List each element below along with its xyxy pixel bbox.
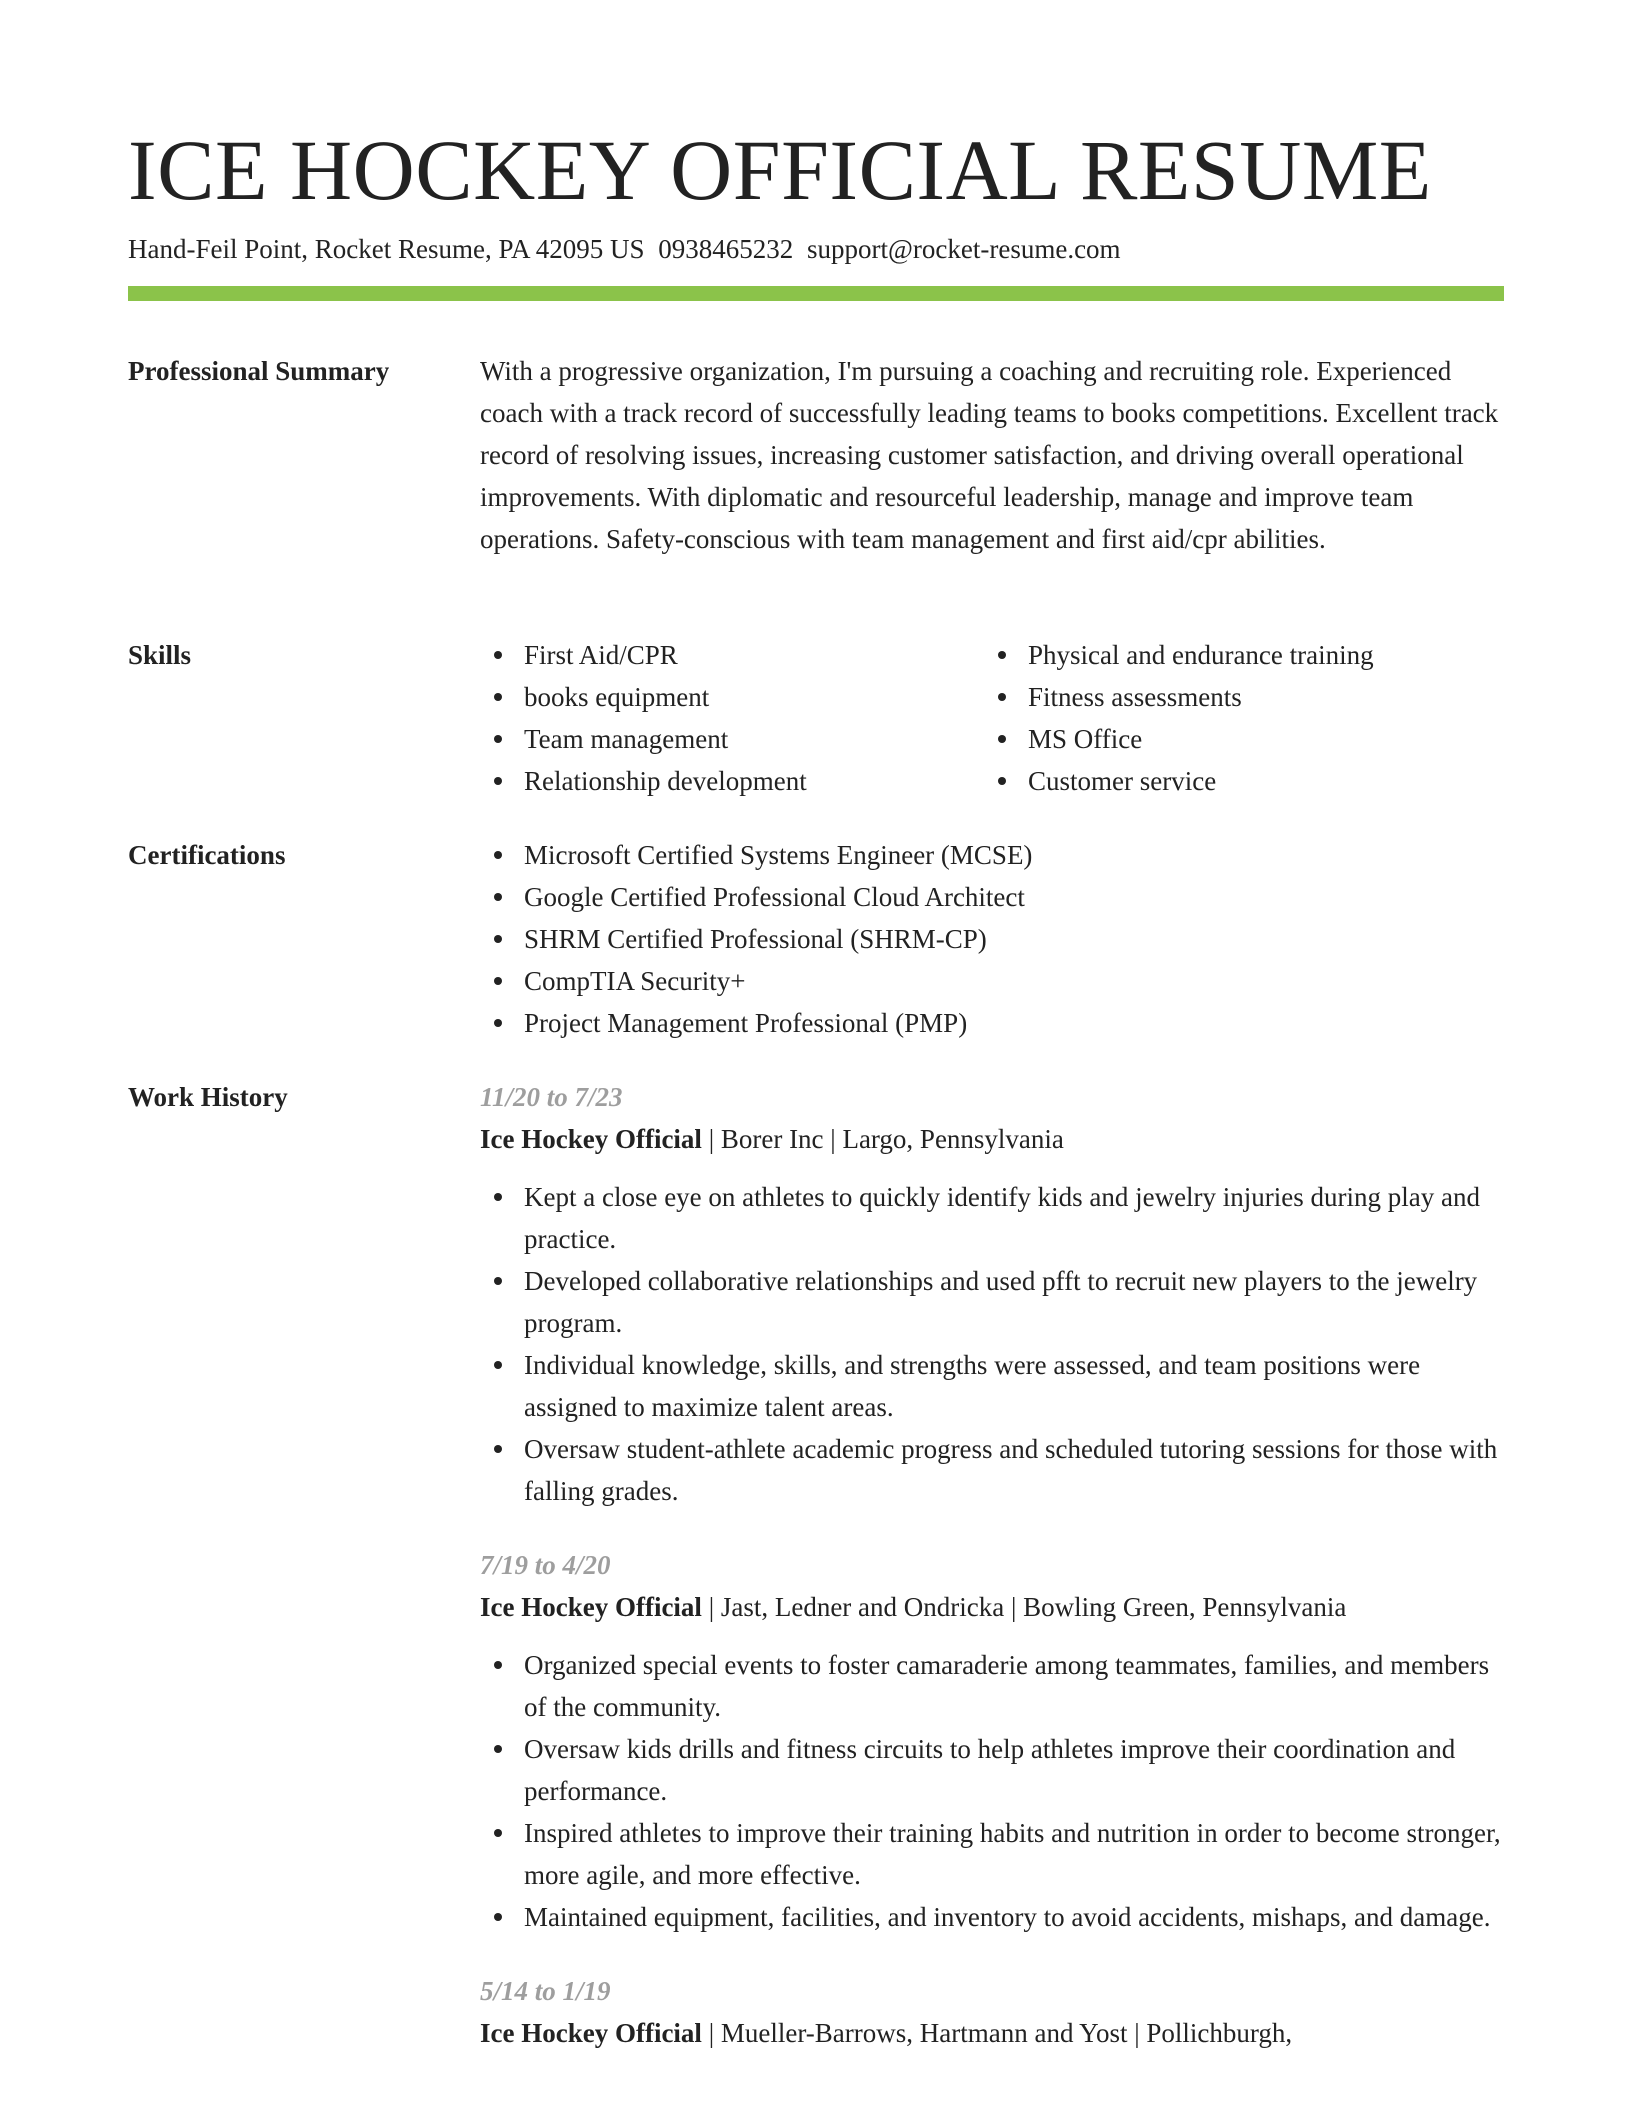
bullet-dot-icon <box>494 1277 502 1285</box>
certification-item-text: Microsoft Certified Systems Engineer (MCSE) <box>524 840 1033 870</box>
certification-item-text: Project Management Professional (PMP) <box>524 1008 968 1038</box>
skill-item <box>984 676 1488 718</box>
skill-item-text: Relationship development <box>524 766 807 796</box>
job-duties-list <box>480 1644 1504 1938</box>
job-duty-item <box>480 1176 1504 1260</box>
certification-item <box>480 834 1504 876</box>
bullet-dot-icon <box>494 851 502 859</box>
skill-item-text: books equipment <box>524 682 710 712</box>
certification-item <box>480 1002 1504 1044</box>
job-duty-item <box>480 1728 1504 1812</box>
job-heading <box>480 1118 1504 1160</box>
job-duty-item <box>480 1644 1504 1728</box>
certification-item <box>480 960 1504 1002</box>
skill-item-text: Fitness assessments <box>1028 682 1242 712</box>
resume-title: ICE HOCKEY OFFICIAL RESUME <box>128 122 1432 218</box>
job-duty-item-text: Developed collaborative relationships and used pfft to recruit new players to the jewelry program. <box>524 1266 1478 1338</box>
bullet-dot-icon <box>494 1361 502 1369</box>
skill-item-text: MS Office <box>1028 724 1143 754</box>
job-dates: 7/19 to 4/20 <box>480 1550 611 1580</box>
skill-item <box>984 718 1488 760</box>
job-entry <box>480 1970 1504 2054</box>
job-duty-item-text: Kept a close eye on athletes to quickly identify kids and jewelry injuries during play and practice. <box>524 1182 1480 1254</box>
skills-body <box>480 634 1504 802</box>
header-divider <box>128 286 1504 301</box>
job-heading <box>480 1586 1504 1628</box>
contact-phone: 0938465232 <box>658 234 794 264</box>
bullet-dot-icon <box>494 1193 502 1201</box>
skill-item <box>984 760 1488 802</box>
job-duties-list <box>480 1176 1504 1512</box>
job-company-location: | Jast, Ledner and Ondricka | Bowling Green, Pennsylvania <box>701 1592 1347 1622</box>
certifications-heading: Certifications <box>128 840 286 870</box>
job-duty-item-text: Organized special events to foster camaraderie among teammates, families, and members of the community. <box>524 1650 1490 1722</box>
job-duty-item-text: Individual knowledge, skills, and strengths were assessed, and team positions were assigned to maximize talent areas. <box>524 1350 1421 1422</box>
bullet-dot-icon <box>998 693 1006 701</box>
bullet-dot-icon <box>494 1019 502 1027</box>
skills-list-left <box>480 634 984 802</box>
bullet-dot-icon <box>998 777 1006 785</box>
certification-item-text: SHRM Certified Professional (SHRM-CP) <box>524 924 987 954</box>
job-dates: 5/14 to 1/19 <box>480 1976 611 2006</box>
bullet-dot-icon <box>494 893 502 901</box>
skill-item-text: Physical and endurance training <box>1028 640 1374 670</box>
skill-item <box>480 634 984 676</box>
job-duty-item-text: Maintained equipment, facilities, and inventory to avoid accidents, mishaps, and damage. <box>524 1902 1491 1932</box>
skills-heading: Skills <box>128 640 192 670</box>
skill-item-text: Customer service <box>1028 766 1217 796</box>
bullet-dot-icon <box>494 735 502 743</box>
resume-page <box>128 0 1504 2112</box>
job-entry <box>480 1544 1504 1938</box>
job-duty-item <box>480 1896 1504 1938</box>
job-heading <box>480 2012 1504 2054</box>
skills-list-right <box>984 634 1488 802</box>
job-company-location: | Borer Inc | Largo, Pennsylvania <box>701 1124 1064 1154</box>
job-duty-item-text: Oversaw kids drills and fitness circuits to help athletes improve their coordination and performance. <box>524 1734 1456 1806</box>
work-history-body <box>480 1076 1504 2086</box>
certifications-body <box>480 834 1504 1044</box>
bullet-dot-icon <box>494 1745 502 1753</box>
job-duty-item <box>480 1260 1504 1344</box>
job-title: Ice Hockey Official <box>480 2018 702 2048</box>
job-duty-item <box>480 1428 1504 1512</box>
certifications-list <box>480 834 1504 1044</box>
bullet-dot-icon <box>494 1829 502 1837</box>
contact-email[interactable]: support@rocket-resume.com <box>807 234 1121 264</box>
bullet-dot-icon <box>998 651 1006 659</box>
work-history-heading: Work History <box>128 1082 288 1112</box>
job-duty-item-text: Inspired athletes to improve their training habits and nutrition in order to become stronger, more agile, and more effective. <box>524 1818 1501 1890</box>
job-entry <box>480 1076 1504 1512</box>
bullet-dot-icon <box>998 735 1006 743</box>
bullet-dot-icon <box>494 935 502 943</box>
skill-item-text: First Aid/CPR <box>524 640 678 670</box>
skill-item-text: Team management <box>524 724 729 754</box>
job-duty-item <box>480 1812 1504 1896</box>
job-title: Ice Hockey Official <box>480 1124 702 1154</box>
bullet-dot-icon <box>494 693 502 701</box>
summary-heading: Professional Summary <box>128 356 390 386</box>
bullet-dot-icon <box>494 651 502 659</box>
skill-item <box>480 760 984 802</box>
certification-item-text: CompTIA Security+ <box>524 966 746 996</box>
contact-address: Hand-Feil Point, Rocket Resume, PA 42095 US <box>128 234 645 264</box>
bullet-dot-icon <box>494 1661 502 1669</box>
summary-text: With a progressive organization, I'm pursuing a coaching and recruiting role. Experienced coach with a track record of successfully leading teams to books competitions. Excellent track record of resolving issues, increasing customer satisfaction, and driving overall operational improvements. With diplomatic and resourceful leadership, manage and improve team operations. Safety-conscious with team management and first aid/cpr abilities. <box>480 356 1499 554</box>
skill-item <box>480 676 984 718</box>
bullet-dot-icon <box>494 777 502 785</box>
job-duty-item-text: Oversaw student-athlete academic progress and scheduled tutoring sessions for those with falling grades. <box>524 1434 1498 1506</box>
certification-item <box>480 918 1504 960</box>
bullet-dot-icon <box>494 1445 502 1453</box>
skill-item <box>984 634 1488 676</box>
job-dates: 11/20 to 7/23 <box>480 1082 623 1112</box>
contact-line <box>128 230 1121 268</box>
job-company-location: | Mueller-Barrows, Hartmann and Yost | Pollichburgh, <box>701 2018 1293 2048</box>
bullet-dot-icon <box>494 1913 502 1921</box>
job-duty-item <box>480 1344 1504 1428</box>
job-title: Ice Hockey Official <box>480 1592 702 1622</box>
skill-item <box>480 718 984 760</box>
certification-item-text: Google Certified Professional Cloud Architect <box>524 882 1025 912</box>
bullet-dot-icon <box>494 977 502 985</box>
certification-item <box>480 876 1504 918</box>
